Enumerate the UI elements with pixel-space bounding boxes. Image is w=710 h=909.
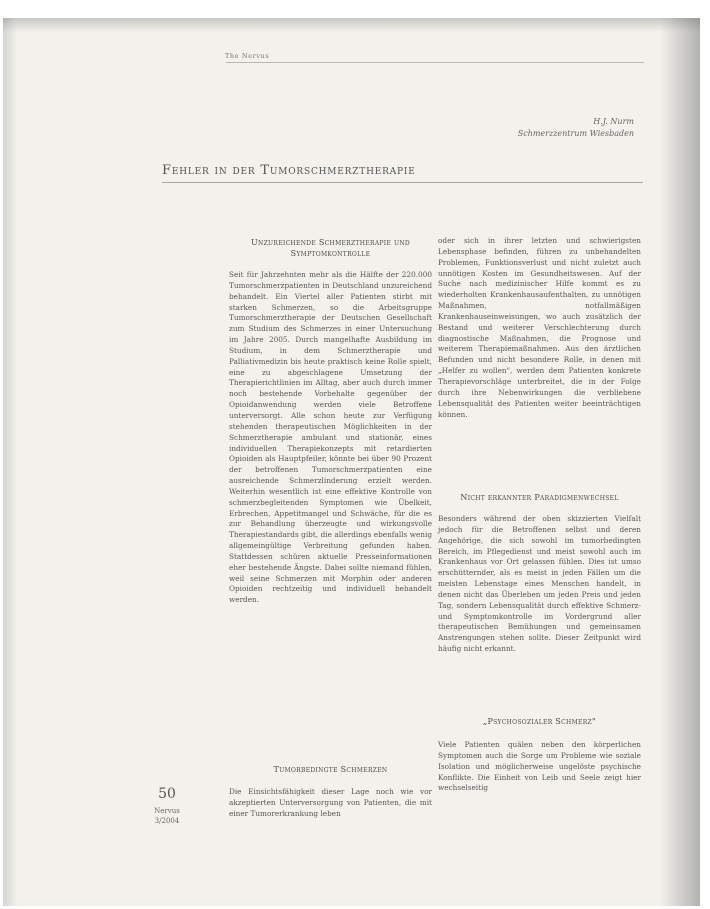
column-right-middle (438, 492, 641, 655)
journal-issue: 3/2004 (154, 817, 180, 825)
section-text-tumor-pain-wrap (229, 787, 432, 820)
scan-shadow-right (660, 18, 700, 906)
section-heading-psychosocial: „Psychosozialer Schmerz" (483, 717, 596, 726)
section-heading-psychosocial-wrap (438, 716, 641, 738)
article-title: Fehler in der Tumorschmerztherapie (162, 163, 416, 178)
title-rule (162, 182, 643, 183)
section-heading-tumor-pain-wrap (229, 764, 432, 786)
journal-name: Nervus (154, 807, 180, 815)
section-text-continued: oder sich in ihrer letzten und schwierigsten Lebensphase befinden, führen zu unbehandelten Problemen, Funktionsverlust und nicht zuletzt auch unnötigen Kosten im Gesundheitswesen. Auf der Suche nach medizinischer Hilfe kommt es zu wiederholten Krankenhausaufenthalten, zu unnötigen Maßnahmen, notfallmäßigen Krankenhauseinweisungen, wo auch zusätzlich der Bestand und weiterer Verschlechterung durch diagnostische Maßnahmen, die Prognose und weiterem Therapiemaßnahmen. Aus den ärztlichen Befunden und nicht besondere Rolle, in denen mit „Helfer zu wollen", werden dem Patienten konkrete Therapievorschläge unterbreitet, die in der Folge durch ihre Nebenwirkungen die verbliebene Lebensqualität des Patienten weiter beeinträchtigen können. (438, 236, 641, 419)
section-text-psychosocial-wrap (438, 740, 641, 794)
section-heading-paradigm: Nicht erkannter Paradigmenwechsel (460, 493, 619, 502)
column-right-top (438, 236, 641, 420)
section-text-psychosocial: Viele Patienten quälen neben den körperlichen Symptomen auch die Sorge um Probleme wie soziale Isolation und möglicherweise ungelöste psychische Konflikte. Die Einheit von Leib und Seele zeigt hier wechselseitig (438, 740, 641, 793)
author-affiliation: Schmerzzentrum Wiesbaden (517, 128, 634, 138)
section-text-undertreatment: Seit für Jahrzehnten mehr als die Hälfte der 220.000 Tumorschmerzpatienten in Deutschland unzureichend behandelt. Ein Viertel aller Patienten stirbt mit starken Schmerzen, so die Arbeitsgruppe Tumorschmerztherapie der Deutschen Gesellschaft zum Studium des Schmerzes in einer Untersuchung im Jahre 2005. Durch mangelhafte Ausbildung im Studium, in dem Schmerztherapie und Palliativmedizin bis heute praktisch keine Rolle spielt, eine zu abgeschlagene Umsetzung der Therapierichtlinien im Alltag, aber auch durch immer noch bestehende Vorbehalte gegenüber der Opioidanwendung werden viele Betroffene unterversorgt. Alle schon heute zur Verfügung stehenden therapeutischen Möglichkeiten in der Schmerztherapie ambulant und stationär, eines individuellen Therapiekonzepts mit retardierten Opioiden als Hauptpfeiler, könnte bei über 90 Prozent der betroffenen Tumorschmerzpatienten eine ausreichende Schmerzlinderung erzielt werden. Weiterhin wesentlich ist eine effektive Kontrolle von schmerzbegleitenden Symptomen wie Übelkeit, Erbrechen, Appetitmangel und Schwäche, für die es zur Behandlung überzeugte und wirkungsvolle Therapiestandards gibt, die allerdings ebenfalls wenig allgemeingültige Verbreitung gefunden haben. Stattdessen schüren aktuelle Presseinformationen eher bestehende Ängste. Dabei sollte niemand fühlen, weil seine Schmerzen mit Morphin oder anderen Opioiden rechtzeitig und individuell behandelt werden. (229, 270, 432, 605)
section-text-tumor-pain: Die Einsichtsfähigkeit dieser Lage noch wie vor akzeptierten Unterversorgung von Patienten, die mit einer Tumorerkrankung leben (229, 787, 432, 818)
section-heading-undertreatment: Unzureichende Schmerztherapie und Symptomkontrolle (251, 238, 410, 258)
header-rule (226, 62, 644, 63)
section-heading-tumor-pain: Tumorbedingte Schmerzen (273, 765, 388, 774)
scan-shadow-top (3, 18, 700, 32)
author-block (518, 116, 634, 139)
author-name: H.J. Nurm (593, 117, 634, 126)
journal-info (140, 806, 194, 826)
scan-shadow-left (3, 18, 17, 906)
page-number: 50 (158, 786, 176, 802)
section-text-paradigm: Besonders während der oben skizzierten Vielfalt jedoch für die Betroffenen selbst und deren Angehörige, die sich sowohl im tumorbedingten Bereich, im Pflegedienst und meist sowohl auch im Krankenhaus vor Ort gelassen fühlen. Dies ist umso erschütternder, als es meist in jeden Fällen um die meisten Lebenstage eines Menschen handelt, in denen nicht das Überleben um jeden Preis und jeden Tag, sondern Lebensqualität durch effektive Schmerz- und Symptomkontrolle im Vordergrund aller therapeutischen Bemühungen und gemeinsamen Anstrengungen stehen sollte. Dieser Zeitpunkt wird häufig nicht erkannt. (438, 514, 641, 654)
column-left (229, 237, 432, 606)
running-header: The Nervus (225, 52, 270, 60)
